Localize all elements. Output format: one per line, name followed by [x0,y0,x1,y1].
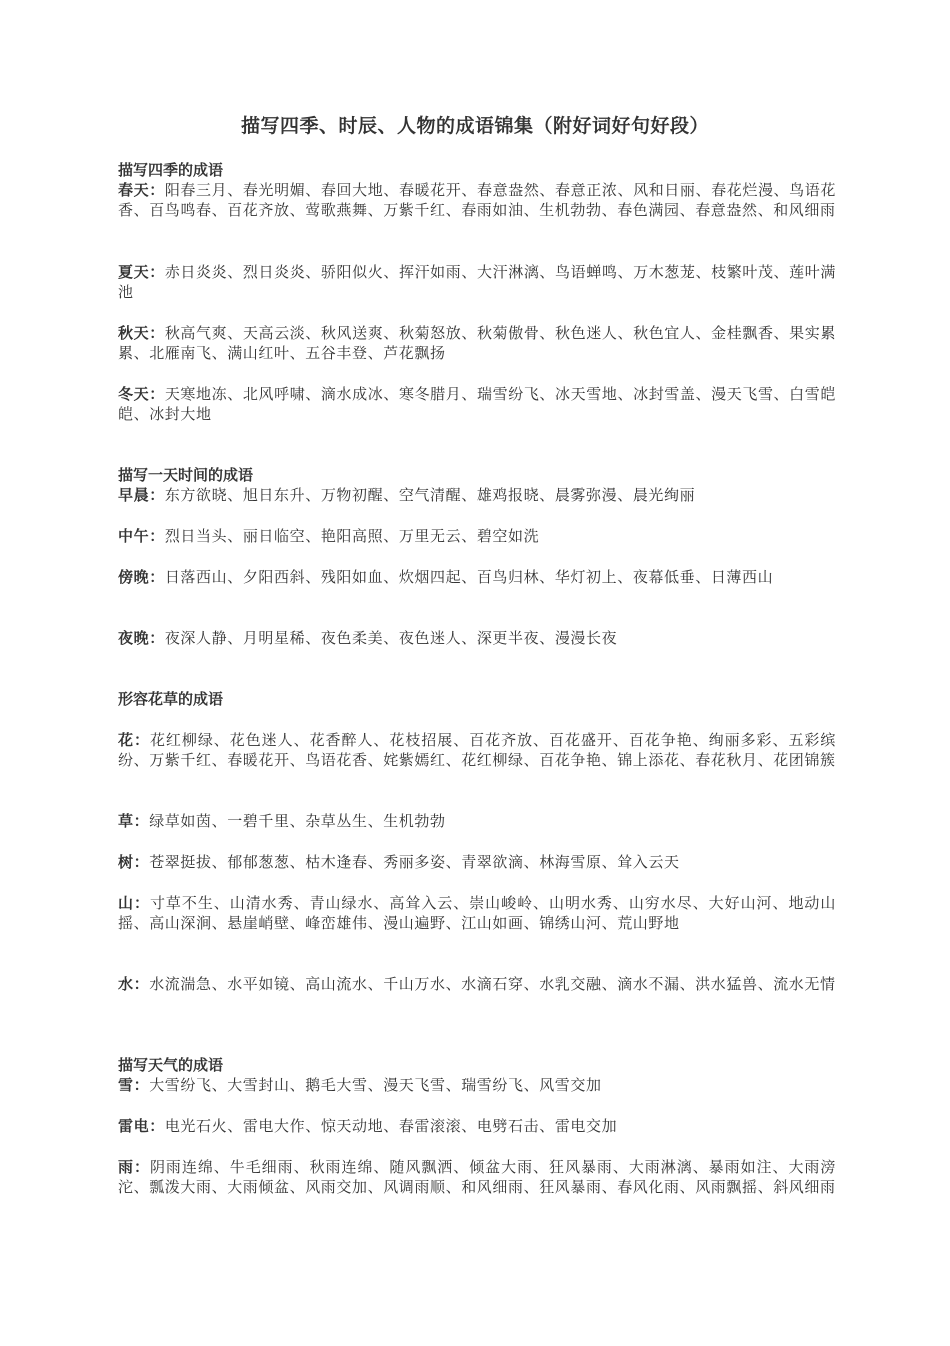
entry-label: 草： [118,812,150,830]
entry-text: 日落西山、夕阳西斜、残阳如血、炊烟四起、百鸟归林、华灯初上、夜幕低垂、日薄西山 [164,568,774,586]
entry-text: 东方欲晓、旭日东升、万物初醒、空气清醒、雄鸡报晓、晨雾弥漫、晨光绚丽 [164,486,696,504]
entry-summer [118,262,836,303]
entry-label: 雨： [118,1158,150,1176]
entry-label: 傍晚： [118,568,165,586]
entry-rain [118,1157,836,1198]
entry-label: 秋天： [118,324,165,342]
document-title: 描写四季、时辰、人物的成语锦集（附好词好句好段） [240,115,709,137]
entry-text: 水流湍急、水平如镜、高山流水、千山万水、水滴石穿、水乳交融、滴水不漏、洪水猛兽、流水无情 [149,975,836,993]
entry-label: 山： [118,894,150,912]
entry-snow [118,1075,836,1095]
entry-text: 花红柳绿、花色迷人、花香醉人、花枝招展、百花齐放、百花盛开、百花争艳、绚丽多彩、五彩缤纷、万紫千红、春暖花开、鸟语花香、姹紫嫣红、花红柳绿、百花争艳、锦上添花、春花秋月、花团锦簇 [118,731,836,770]
entry-tree [118,852,836,872]
entry-thunder-lightning [118,1116,836,1136]
entry-mountain [118,893,836,934]
entry-text: 苍翠挺拔、郁郁葱葱、枯木逢春、秀丽多姿、青翠欲滴、林海雪原、耸入云天 [149,853,680,871]
entry-text: 绿草如茵、一碧千里、杂草丛生、生机勃勃 [149,812,446,830]
entry-water [118,974,836,994]
section-heading-flowers-plants: 形容花草的成语 [118,690,224,708]
entry-label: 雷电： [118,1117,165,1135]
entry-label: 花： [118,731,150,749]
entry-text: 大雪纷飞、大雪封山、鹅毛大雪、漫天飞雪、瑞雪纷飞、风雪交加 [149,1076,602,1094]
entry-label: 水： [118,975,150,993]
entry-text: 赤日炎炎、烈日炎炎、骄阳似火、挥汗如雨、大汗淋漓、鸟语蝉鸣、万木葱茏、枝繁叶茂、莲叶满池 [118,263,836,302]
entry-autumn [118,323,836,364]
section-heading-seasons: 描写四季的成语 [118,161,224,179]
entry-label: 中午： [118,527,165,545]
entry-label: 树： [118,853,150,871]
section-heading-weather: 描写天气的成语 [118,1056,224,1074]
entry-text: 烈日当头、丽日临空、艳阳高照、万里无云、碧空如洗 [164,527,540,545]
section-heading-times-of-day: 描写一天时间的成语 [118,466,254,484]
entry-grass [118,811,836,831]
entry-label: 早晨： [118,486,165,504]
entry-label: 夜晚： [118,629,165,647]
entry-winter [118,384,836,425]
entry-label: 雪： [118,1076,150,1094]
entry-noon [118,526,836,546]
entry-text: 秋高气爽、天高云淡、秋风送爽、秋菊怒放、秋菊傲骨、秋色迷人、秋色宜人、金桂飘香、果实累累、北雁南飞、满山红叶、五谷丰登、芦花飘扬 [118,324,836,363]
entry-spring [118,180,836,221]
entry-text: 电光石火、雷电大作、惊天动地、春雷滚滚、电劈石击、雷电交加 [164,1117,618,1135]
entry-label: 夏天： [118,263,165,281]
entry-text: 寸草不生、山清水秀、青山绿水、高耸入云、崇山峻岭、山明水秀、山穷水尽、大好山河、地动山摇、高山深涧、悬崖峭壁、峰峦雄伟、漫山遍野、江山如画、锦绣山河、荒山野地 [118,894,836,933]
entry-label: 冬天： [118,385,165,403]
entry-text: 天寒地冻、北风呼啸、滴水成冰、寒冬腊月、瑞雪纷飞、冰天雪地、冰封雪盖、漫天飞雪、白雪皑皑、冰封大地 [118,385,836,424]
entry-night [118,628,836,648]
entry-label: 春天： [118,181,165,199]
entry-morning [118,485,836,505]
entry-dusk [118,567,836,587]
entry-text: 夜深人静、月明星稀、夜色柔美、夜色迷人、深更半夜、漫漫长夜 [164,629,618,647]
entry-text: 阳春三月、春光明媚、春回大地、春暖花开、春意盎然、春意正浓、风和日丽、春花烂漫、鸟语花香、百鸟鸣春、百花齐放、莺歌燕舞、万紫千红、春雨如油、生机勃勃、春色满园、春意盎然、和风细雨 [118,181,836,220]
entry-text: 阴雨连绵、牛毛细雨、秋雨连绵、随风飘洒、倾盆大雨、狂风暴雨、大雨淋漓、暴雨如注、大雨滂沱、瓢泼大雨、大雨倾盆、风雨交加、风调雨顺、和风细雨、狂风暴雨、春风化雨、风雨飘摇、斜风细雨 [118,1158,836,1197]
entry-flower [118,730,836,771]
